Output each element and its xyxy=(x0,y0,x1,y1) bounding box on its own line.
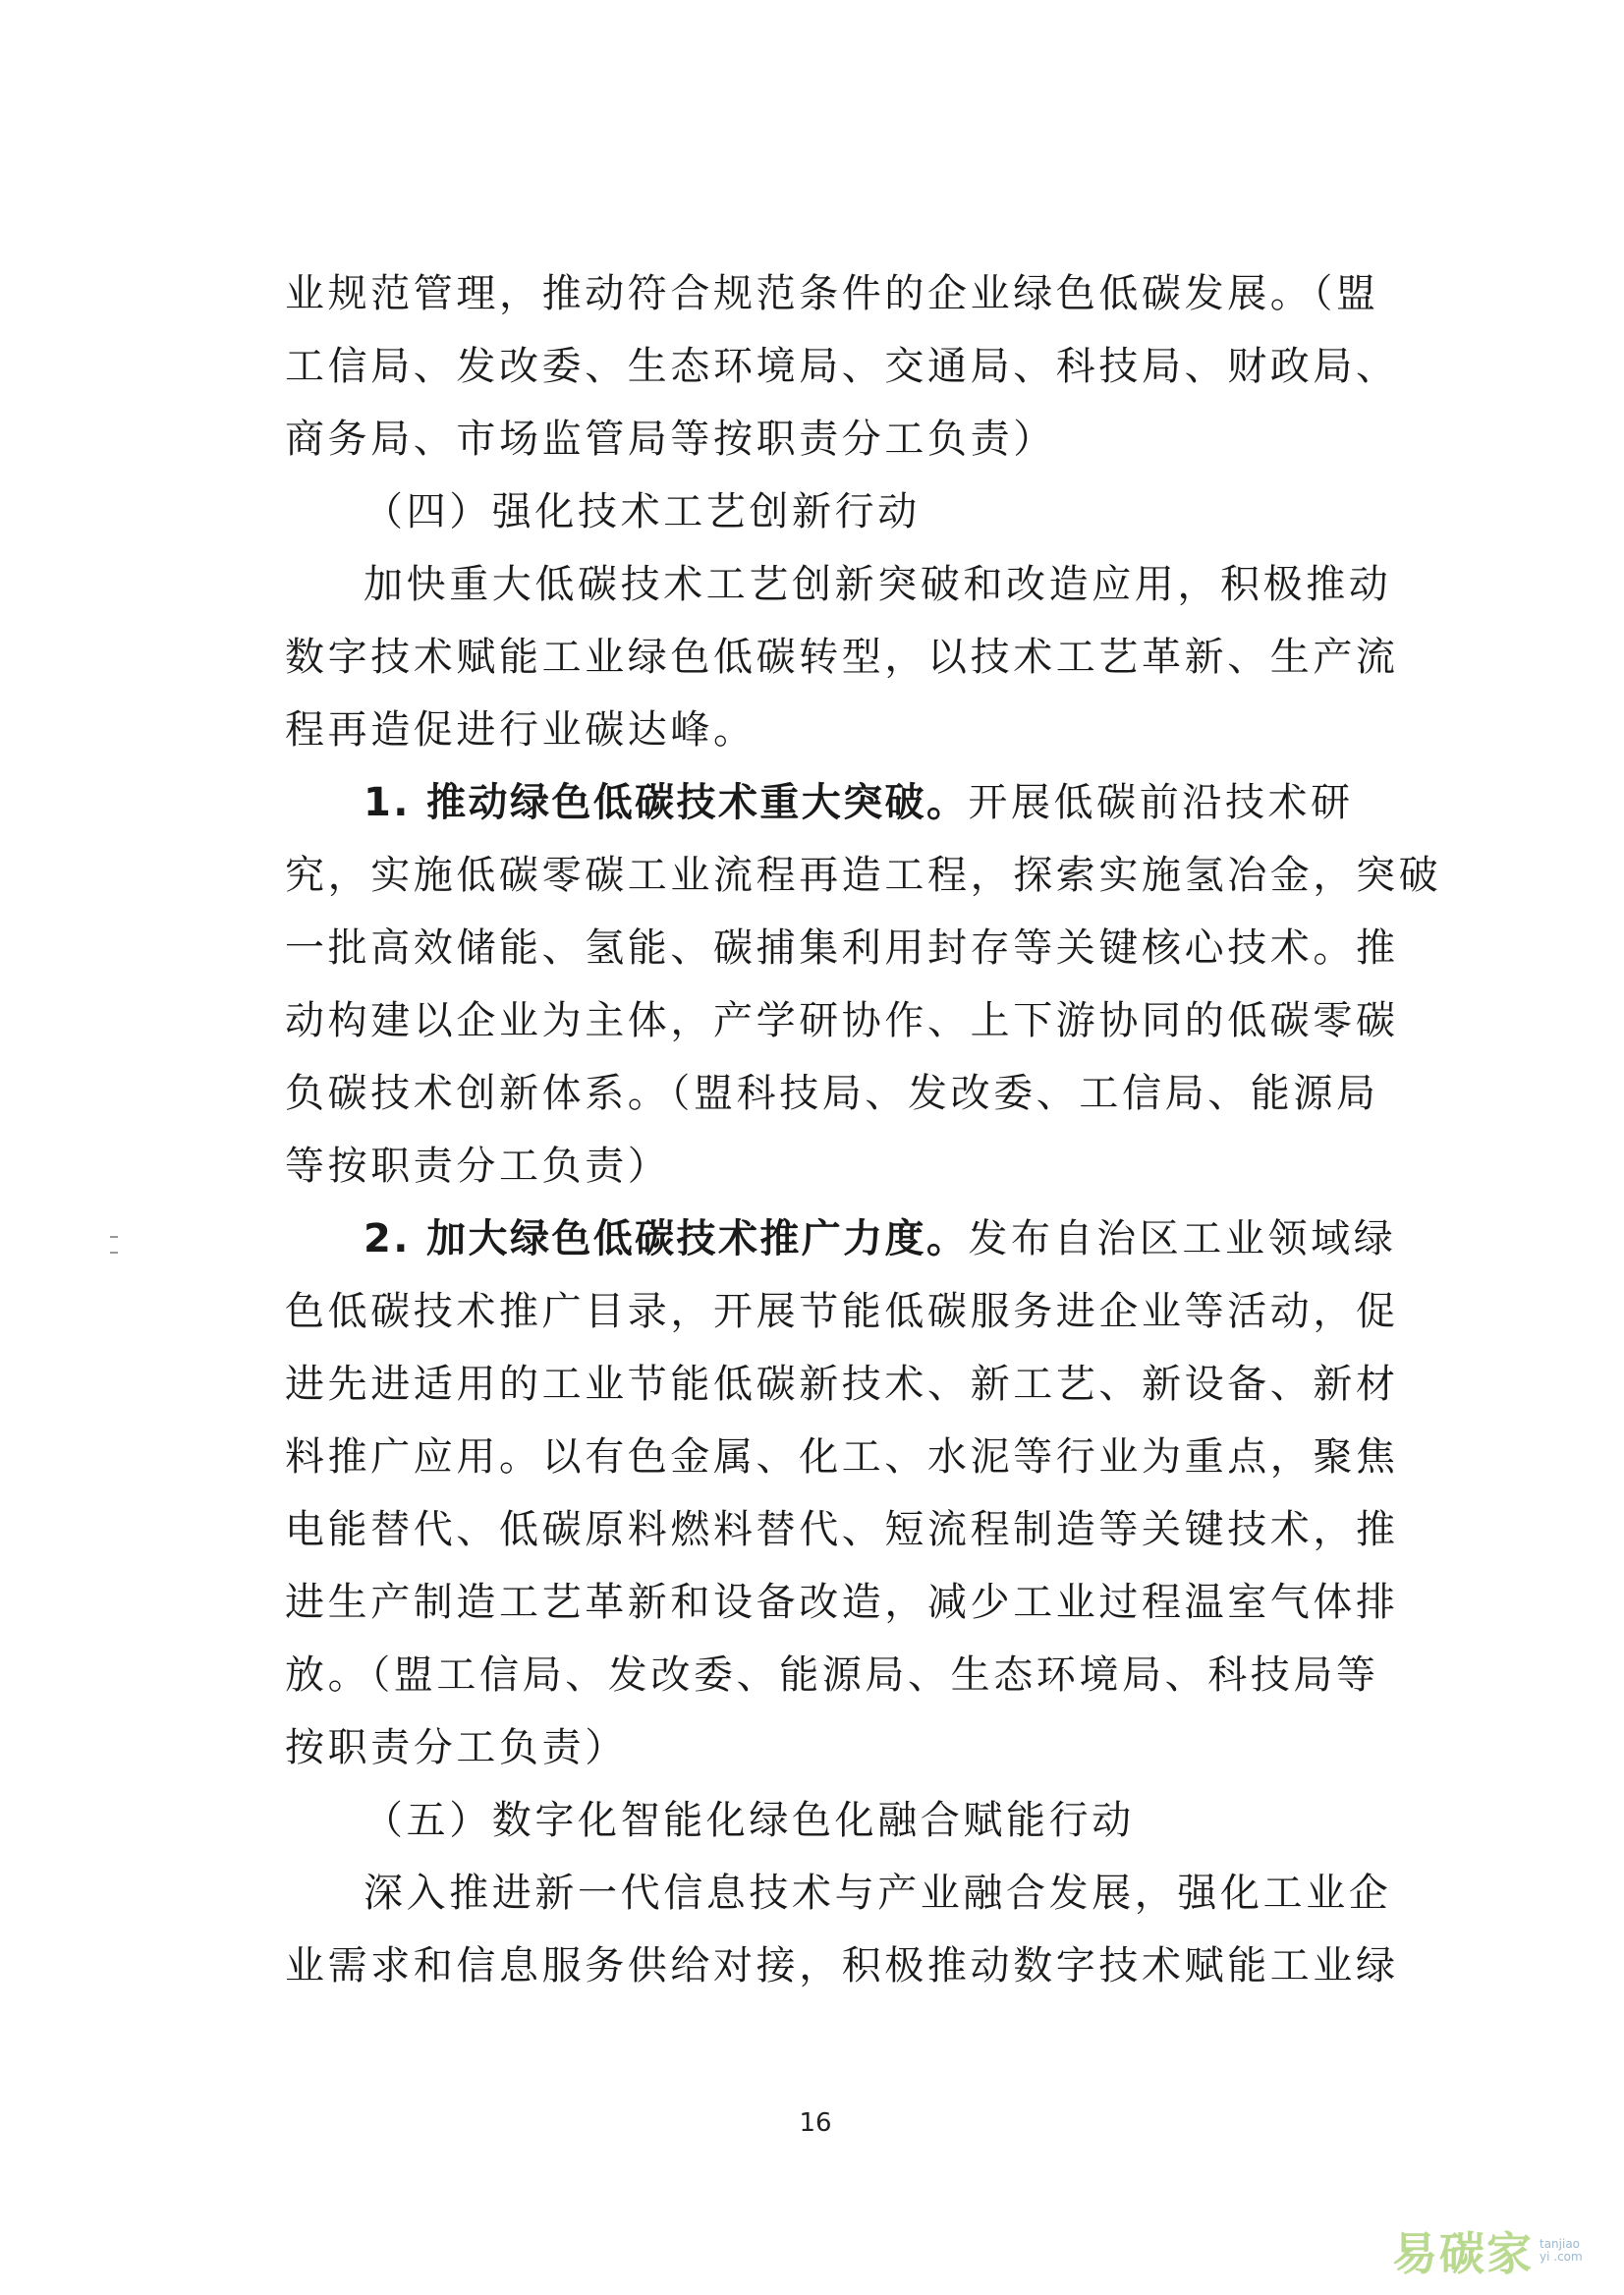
body-line: 进先进适用的工业节能低碳新技术、新工艺、新设备、新材 xyxy=(285,1362,1399,1407)
body-line: 色低碳技术推广目录，开展节能低碳服务进企业等活动，促 xyxy=(285,1289,1399,1334)
page-number: 16 xyxy=(799,2108,832,2138)
watermark-logo: 易碳家 xyxy=(1392,2227,1534,2280)
body-line: 究，实施低碳零碳工业流程再造工程，探索实施氢冶金，突破 xyxy=(285,853,1442,898)
body-line: 商务局、市场监管局等按职责分工负责） xyxy=(285,417,1056,462)
body-line: 放。（盟工信局、发改委、能源局、生态环境局、科技局等 xyxy=(285,1652,1379,1698)
body-line: 进生产制造工艺革新和设备改造，减少工业过程温室气体排 xyxy=(285,1580,1399,1625)
section-heading-5: （五）数字化智能化绿色化融合赋能行动 xyxy=(364,1798,1135,1843)
body-line: 负碳技术创新体系。（盟科技局、发改委、工信局、能源局 xyxy=(285,1071,1379,1116)
body-line: 数字技术赋能工业绿色低碳转型，以技术工艺革新、生产流 xyxy=(285,635,1399,680)
document-body xyxy=(285,257,1442,2002)
body-line: 加快重大低碳技术工艺创新突破和改造应用，积极推动 xyxy=(364,562,1392,607)
body-line: 深入推进新一代信息技术与产业融合发展，强化工业企 xyxy=(364,1871,1392,1916)
item-2-first-line-rest: 发布自治区工业领域绿 xyxy=(968,1216,1397,1261)
body-line: 程再造促进行业碳达峰。 xyxy=(285,707,756,753)
item-2-title: 2. 加大绿色低碳技术推广力度。 xyxy=(364,1216,969,1261)
body-line: 按职责分工负责） xyxy=(285,1725,628,1770)
body-line: 等按职责分工负责） xyxy=(285,1144,671,1189)
item-1-first-line xyxy=(285,766,1356,839)
watermark xyxy=(1392,2218,1585,2283)
body-line: 料推广应用。以有色金属、化工、水泥等行业为重点，聚焦 xyxy=(285,1434,1399,1480)
body-line: 业需求和信息服务供给对接，积极推动数字技术赋能工业绿 xyxy=(285,1943,1399,1988)
body-line: 一批高效储能、氢能、碳捕集利用封存等关键核心技术。推 xyxy=(285,925,1399,971)
body-line: 动构建以企业为主体，产学研协作、上下游协同的低碳零碳 xyxy=(285,998,1399,1043)
item-1-first-line-rest: 开展低碳前沿技术研 xyxy=(968,780,1354,825)
watermark-domain: tanjiaoyi .com xyxy=(1540,2237,1583,2264)
body-line: 业规范管理，推动符合规范条件的企业绿色低碳发展。（盟 xyxy=(285,271,1379,316)
item-1-title: 1. 推动绿色低碳技术重大突破。 xyxy=(364,780,969,825)
body-line: 工信局、发改委、生态环境局、交通局、科技局、财政局、 xyxy=(285,344,1399,389)
body-line: 电能替代、低碳原料燃料替代、短流程制造等关键技术，推 xyxy=(285,1507,1399,1552)
scan-margin-mark xyxy=(110,1252,118,1254)
scan-margin-mark xyxy=(110,1236,118,1238)
section-heading-4: （四）强化技术工艺创新行动 xyxy=(364,489,921,534)
item-2-first-line xyxy=(285,1203,1397,1275)
